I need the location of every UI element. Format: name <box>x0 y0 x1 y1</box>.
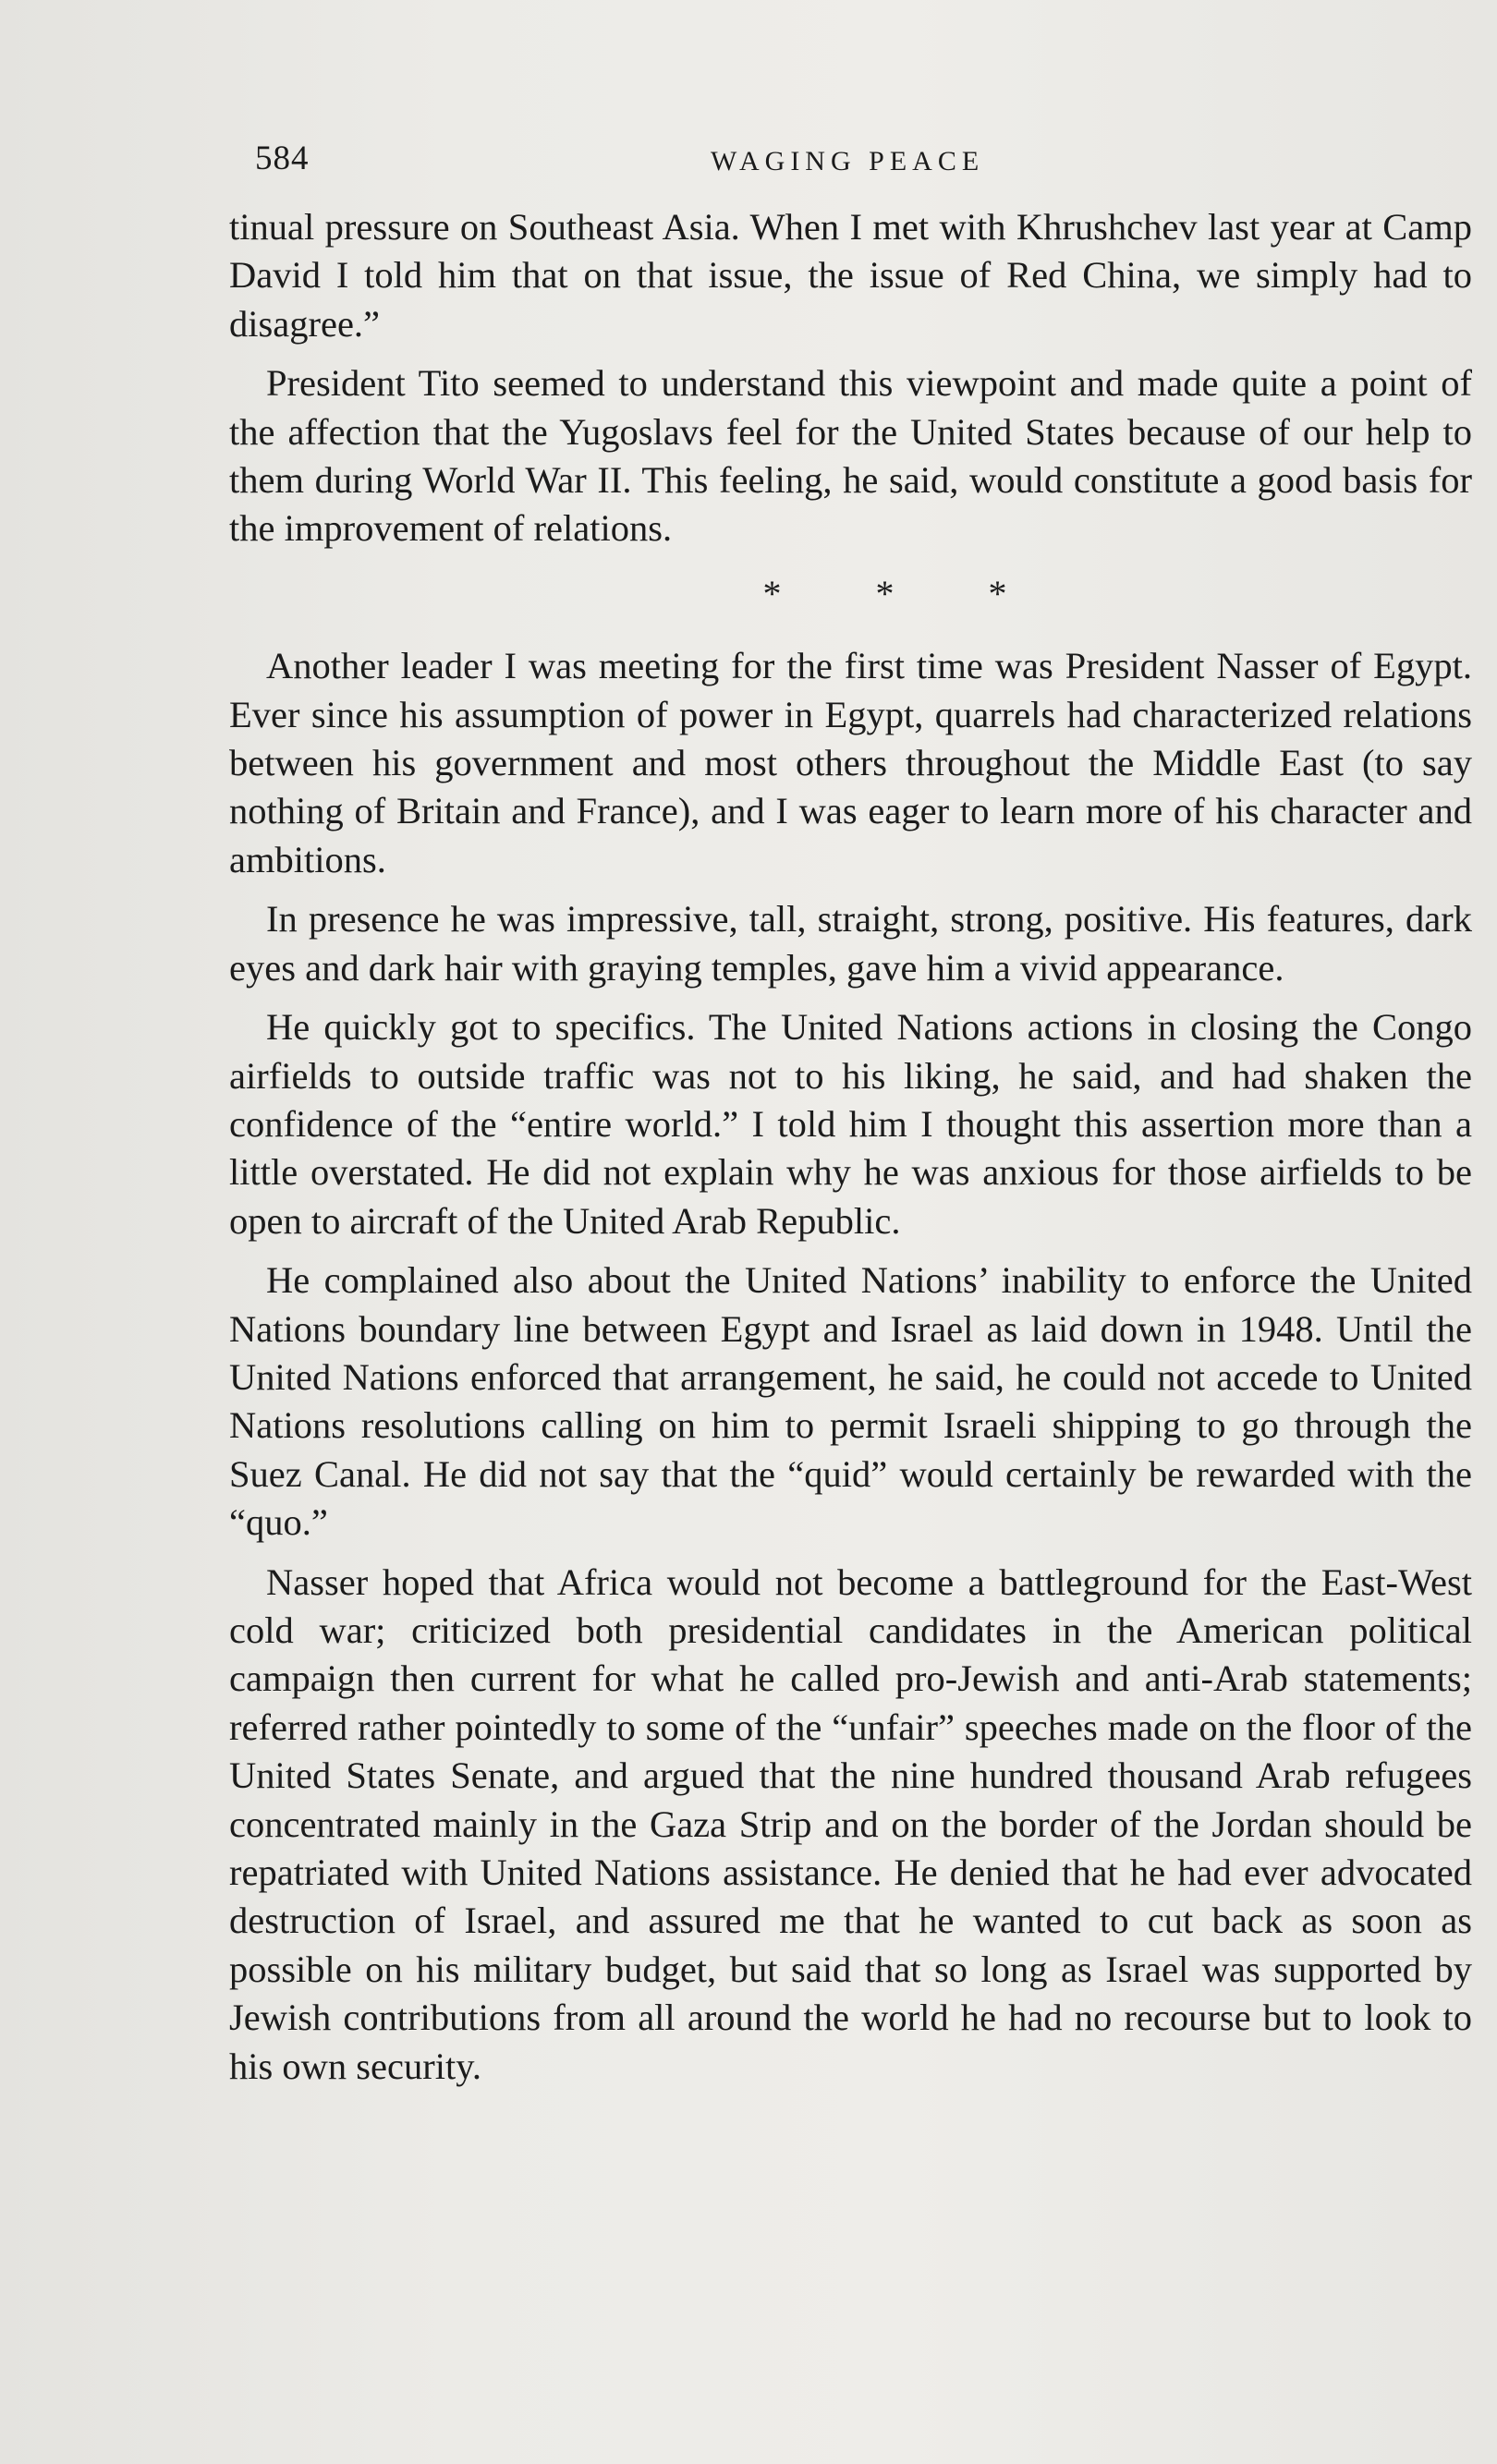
paragraph: President Tito seemed to understand this viewpoint and made quite a point of the affection that the Yugoslavs feel for the United States because of our help to them during World War II. This feeling, he said, would constitute a good basis for the improvement of relations. <box>229 362 1472 550</box>
section-break: * * * <box>762 572 1050 614</box>
running-head: WAGING PEACE <box>711 146 985 176</box>
paragraph: Nasser hoped that Africa would not become a battleground for the East-West cold war; criticized both presidential candidates in the American political campaign then current for what he called pro-Jewish and anti-Arab statements; referred rather pointedly to some of the “unfair” speeches made on the floor of the United States Senate, and argued that the nine hundred thousand Arab refugees concentrated mainly in the Gaza Strip and on the border of the Jordan should be repatriated with United Nations assistance. He denied that he had ever advocated destruction of Israel, and assured me that he wanted to cut back as soon as possible on his military budget, but said that so long as Israel was supported by Jewish contributions from all around the world he had no recourse but to look to his own security. <box>229 1560 1472 2087</box>
paragraph: In presence he was impressive, tall, straight, strong, positive. His features, dark eyes and dark hair with graying temples, gave him a vivid appearance. <box>229 898 1472 989</box>
paragraph: tinual pressure on Southeast Asia. When I met with Khrushchev last year at Camp David I told him that on that issue, the issue of Red China, we simply had to disagree.” <box>229 206 1472 345</box>
page-number: 584 <box>255 140 310 177</box>
paragraph: He quickly got to specifics. The United Nations actions in closing the Congo airfields to outside traffic was not to his liking, he said, and had shaken the confidence of the “entire world.” I told him I thought this assertion more than a little overstated. He did not explain why he was anxious for those airfields to be open to aircraft of the United Arab Republic. <box>229 1006 1472 1242</box>
paragraph: Another leader I was meeting for the first time was President Nasser of Egypt. Ever since his assumption of power in Egypt, quarrels had characterized relations between his government and most others throughout the Middle East (to say nothing of Britain and France), and I was eager to learn more of his character and ambitions. <box>229 645 1472 880</box>
page-header <box>255 139 1456 194</box>
paragraph: He complained also about the United Nations’ inability to enforce the United Nations boundary line between Egypt and Israel as laid down in 1948. Until the United Nations enforced that arrangement, he said, he could not accede to United Nations resolutions calling on him to permit Israeli shipping to go through the Suez Canal. He did not say that the “quid” would certainly be rewarded with the “quo.” <box>229 1259 1472 1544</box>
body-text <box>229 203 1472 2091</box>
